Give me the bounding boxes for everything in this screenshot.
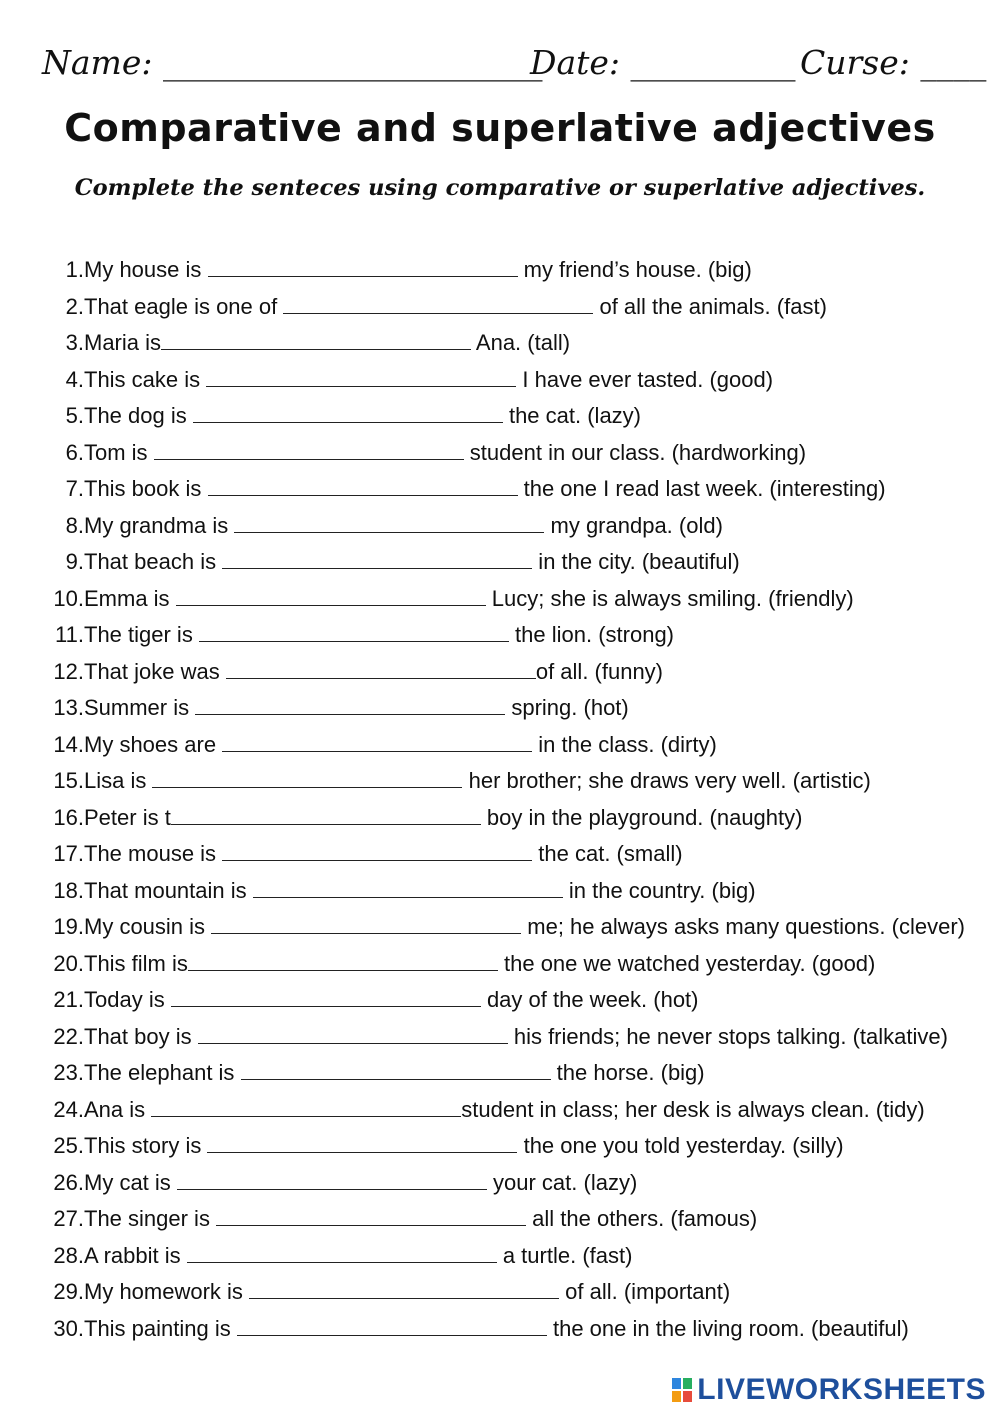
question-number: 12. [53,658,84,684]
question-item [30,325,990,362]
question-text-after: Lucy; she is always smiling. (friendly) [485,585,854,611]
liveworksheets-logo-text: LIVEWORKSHEETS [697,1373,986,1406]
question-text-before: My homework is [84,1279,250,1304]
question-item [30,289,990,326]
question-text-after: the horse. (big) [550,1060,705,1085]
question-item [30,1092,990,1129]
name-field[interactable]: Name: _______________________ [42,43,543,82]
question-number: 24. [53,1096,84,1122]
question-item [30,544,990,581]
question-item [30,763,990,800]
question-text-before: Tom is [84,439,154,465]
question-item [30,471,990,508]
question-text-after: of all. (funny) [535,658,664,684]
answer-blank[interactable] [198,1021,508,1044]
question-text-after: spring. (hot) [505,695,629,720]
answer-blank[interactable] [195,692,505,715]
question-text-after: of all. (important) [559,1279,731,1304]
question-text-after: the one we watched yesterday. (good) [497,950,876,976]
answer-blank[interactable] [211,911,521,934]
question-text-before: This book is [84,476,208,501]
answer-blank[interactable] [226,656,536,679]
question-number: 14. [53,731,84,757]
answer-blank[interactable] [222,838,532,861]
question-text-before: This story is [84,1133,208,1158]
question-number: 16. [53,804,84,830]
question-text-before: This cake is [84,366,207,392]
question-number: 13. [53,695,84,720]
question-text-before: A rabbit is [84,1242,187,1268]
answer-blank[interactable] [207,1130,517,1153]
answer-blank[interactable] [193,400,503,423]
question-item [30,617,990,654]
answer-blank[interactable] [161,327,471,350]
question-item [30,1238,990,1275]
question-text-before: That mountain is [84,877,253,903]
question-text-before: Ana is [84,1096,152,1122]
answer-blank[interactable] [154,437,464,460]
question-number: 22. [53,1023,84,1049]
question-text-before: Summer is [84,695,196,720]
question-text-before: Emma is [84,585,176,611]
question-text-before: My cat is [84,1169,177,1195]
question-number: 17. [53,841,84,866]
question-item [30,1165,990,1202]
question-number: 10. [53,585,84,611]
question-number: 3. [65,330,84,355]
question-item [30,362,990,399]
answer-blank[interactable] [171,802,481,825]
question-item [30,1019,990,1056]
answer-blank[interactable] [234,510,544,533]
question-number: 25. [53,1133,84,1158]
question-item [30,909,990,946]
question-number: 15. [53,768,84,793]
question-item [30,435,990,472]
question-number: 8. [65,512,84,538]
question-text-after: student in class; her desk is always clean. (tidy) [461,1096,925,1122]
question-text-before: My shoes are [84,731,223,757]
question-text-after: boy in the playground. (naughty) [480,804,803,830]
question-text-after: of all the animals. (fast) [593,293,827,319]
question-text-before: The tiger is [84,622,199,647]
question-text-after: day of the week. (hot) [480,987,699,1012]
question-text-after: the cat. (small) [532,841,683,866]
question-text-after: a turtle. (fast) [496,1242,633,1268]
question-text-before: My cousin is [84,914,212,939]
question-item [30,654,990,691]
question-text-after: student in our class. (hardworking) [463,439,807,465]
answer-blank[interactable] [171,984,481,1007]
question-text-after: the cat. (lazy) [502,403,641,428]
answer-blank[interactable] [216,1203,526,1226]
question-text-before: This painting is [84,1315,237,1341]
question-number: 21. [53,987,84,1012]
question-text-before: Peter is t [84,804,171,830]
answer-blank[interactable] [253,875,563,898]
question-item [30,1274,990,1311]
question-item [30,727,990,764]
question-text-before: That joke was [84,658,226,684]
question-item [30,1311,990,1348]
student-info-header [42,38,987,88]
question-item [30,800,990,837]
answer-blank[interactable] [222,729,532,752]
question-list [30,252,990,1347]
question-item [30,946,990,983]
question-text-after: Ana. (tall) [471,330,571,355]
answer-blank[interactable] [177,1167,487,1190]
question-text-after: I have ever tasted. (good) [516,366,774,392]
answer-blank[interactable] [206,364,516,387]
question-text-before: Maria is [84,330,162,355]
question-item [30,1055,990,1092]
question-text-before: The singer is [84,1206,217,1231]
question-text-before: My grandma is [84,512,235,538]
liveworksheets-logo-icon [671,1376,693,1404]
question-text-after: all the others. (famous) [526,1206,758,1231]
question-number: 30. [53,1315,84,1341]
question-number: 27. [53,1206,84,1231]
question-text-after: me; he always asks many questions. (clever) [521,914,965,939]
question-text-before: That boy is [84,1023,198,1049]
question-text-before: My house is [84,257,208,282]
question-text-before: That eagle is one of [84,293,284,319]
question-item [30,1128,990,1165]
question-text-after: in the country. (big) [562,877,756,903]
question-text-after: the lion. (strong) [508,622,675,647]
question-number: 11. [55,622,84,647]
answer-blank[interactable] [222,546,532,569]
question-text-after: the one in the living room. (beautiful) [546,1315,909,1341]
question-text-before: This film is [84,950,188,976]
question-number: 19. [53,914,84,939]
question-text-after: in the city. (beautiful) [532,549,740,574]
question-text-before: The dog is [84,403,193,428]
question-item [30,873,990,910]
answer-blank[interactable] [208,473,518,496]
question-number: 28. [53,1242,84,1268]
question-text-before: The elephant is [84,1060,241,1085]
question-item [30,508,990,545]
answer-blank[interactable] [199,619,509,642]
question-text-after: my grandpa. (old) [544,512,723,538]
question-item [30,398,990,435]
answer-blank[interactable] [208,254,518,277]
question-text-after: her brother; she draws very well. (artistic) [462,768,871,793]
answer-blank[interactable] [237,1313,547,1336]
question-item [30,252,990,289]
question-item [30,690,990,727]
answer-blank[interactable] [241,1057,551,1080]
date-field[interactable]: Date: __________ [530,43,796,82]
question-number: 6. [65,439,84,465]
answer-blank[interactable] [176,583,486,606]
question-number: 4. [65,366,84,392]
question-text-before: Lisa is [84,768,153,793]
question-number: 20. [53,950,84,976]
question-number: 5. [65,403,84,428]
answer-blank[interactable] [188,948,498,971]
worksheet-instructions: Complete the senteces using comparative or superlative adjectives. [74,175,926,201]
question-text-before: The mouse is [84,841,223,866]
question-text-after: the one you told yesterday. (silly) [517,1133,844,1158]
question-item [30,982,990,1019]
question-number: 26. [53,1169,84,1195]
question-item [30,836,990,873]
liveworksheets-logo [671,1370,986,1410]
question-number: 29. [53,1279,84,1304]
question-item [30,1201,990,1238]
answer-blank[interactable] [152,765,462,788]
question-text-after: his friends; he never stops talking. (talkative) [507,1023,948,1049]
question-text-before: That beach is [84,549,223,574]
question-number: 2. [65,293,84,319]
answer-blank[interactable] [249,1276,559,1299]
answer-blank[interactable] [283,291,593,314]
course-field[interactable]: Curse: ____ [800,43,987,82]
question-number: 23. [53,1060,84,1085]
question-text-before: Today is [84,987,171,1012]
answer-blank[interactable] [187,1240,497,1263]
question-text-after: the one I read last week. (interesting) [517,476,886,501]
question-text-after: your cat. (lazy) [486,1169,638,1195]
question-text-after: my friend’s house. (big) [517,257,752,282]
question-number: 18. [53,877,84,903]
answer-blank[interactable] [151,1094,461,1117]
question-number: 1. [65,257,84,282]
question-number: 9. [65,549,84,574]
worksheet-title: Comparative and superlative adjectives [64,106,936,150]
question-item [30,581,990,618]
question-number: 7. [65,476,84,501]
question-text-after: in the class. (dirty) [532,731,717,757]
